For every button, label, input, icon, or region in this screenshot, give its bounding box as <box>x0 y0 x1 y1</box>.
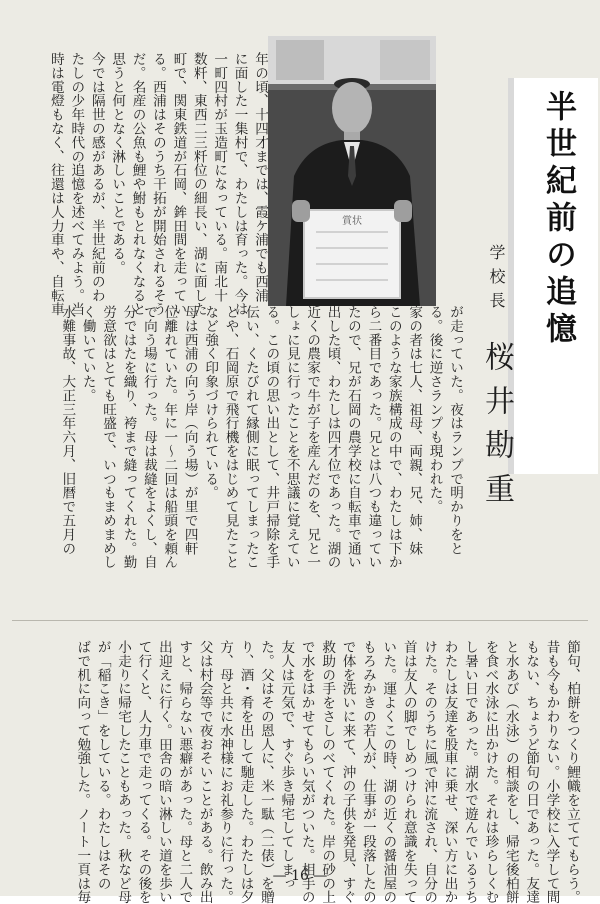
text-line: 水難事故、大正三年六月、旧暦で五月の <box>59 305 76 556</box>
text-line: いた。運よくこの時、湖の近くの醤油屋の <box>380 640 397 904</box>
section-divider <box>12 620 588 621</box>
text-line: 位離れていた。年に一〜二回は船頭を頼ん <box>161 305 178 570</box>
text-line: た。父はその恩人に、米一駄（二俵）を贈 <box>257 640 274 904</box>
author-role: 学校長 <box>487 244 506 316</box>
text-line: を食べ水泳に出かけた。それは珍らしくむ <box>482 640 499 904</box>
text-line: 家の者は七人、祖母、両親、兄、姉、妹 <box>406 305 423 556</box>
text-line: 近くの農家で牛が子を産んだのを、兄と一 <box>304 305 321 570</box>
text-line: 父は村会等で夜おそいことがある。飲み出 <box>196 640 213 904</box>
certificate-heading: 賞状 <box>342 216 362 227</box>
text-line: 小走りに帰宅したこともあった。秋など母 <box>115 640 132 904</box>
text-line: もない、ちょうど節句の日であった。友達 <box>523 640 540 904</box>
text-line: 思うと何となく淋しいことである。 <box>109 52 126 275</box>
text-line: 友人は元気で、すぐ歩き帰宅してしまっ <box>278 640 295 891</box>
text-line: が「稲こき」をしている。わたしはその <box>94 640 111 891</box>
text-column-bottom <box>14 640 582 904</box>
author-name: 桜井勘重 <box>479 341 514 517</box>
text-line: 出迎えに行く。田舎の暗い淋しい道を歩い <box>155 640 172 904</box>
text-line: すと、帰らない悪癖があった。母と二人で <box>176 640 193 904</box>
text-line: 母は西浦の向う岸（向う場）が里で四軒 <box>181 305 198 556</box>
text-line: 節句、柏餅をつくり鯉幟を立ててもらう。 <box>564 640 580 904</box>
text-column-top-right <box>59 305 465 600</box>
text-line: で向う場に行った。母は裁縫をよくし、自 <box>140 305 157 570</box>
text-line: く働いていた。 <box>79 305 96 403</box>
text-line: 伝い、くたびれて縁側に眠ってしまったこ <box>242 305 259 570</box>
text-line: 分ではたを織り、袴まで縫ってくれた。勤 <box>120 305 137 570</box>
author-photo <box>268 36 436 306</box>
text-line: 今では隔世の感があるが、半世紀前のわ <box>88 52 105 303</box>
byline <box>474 244 518 517</box>
text-line: 昔も今もかわりない。小学校に入学して間 <box>543 640 560 904</box>
text-line: て行くと、人力車で走ってくる。その後を <box>135 640 152 904</box>
text-line: たしの少年時代の追憶を述べてみよう。当 <box>68 52 85 317</box>
text-line: 町で、関東鉄道が石岡、鉾田間を走ってい <box>170 52 187 317</box>
title-box <box>508 78 598 474</box>
text-line: たので、兄が石岡の農学校に自転車で通い <box>344 305 361 570</box>
text-line: など強く印象づけられている。 <box>202 305 219 500</box>
text-line: けた。そのうちに風で沖に流され、自分の <box>421 640 438 904</box>
text-line: しょに見に行ったことを不思議に覚えてい <box>283 305 300 570</box>
text-line: このような家族構成の中で、わたしは下か <box>385 305 402 570</box>
text-line: 一町四村が玉造町になっている。南北十 <box>211 52 228 303</box>
portrait-image <box>268 36 436 306</box>
text-line: だ。名産の公魚も鯉や鮒もとれなくなると <box>129 52 146 317</box>
text-line: で体を洗いに来て、沖の子供を発見、すぐ <box>339 640 356 904</box>
text-line: 労意欲はとても旺盛で、いつもまめまめし <box>100 305 117 570</box>
text-line: が走っていた。夜はランプで明かりをと <box>447 305 463 556</box>
text-line: もろみかきの若人が、仕事が一段落したの <box>359 640 376 904</box>
text-line: る。後に逆さランプも現われた。 <box>426 305 443 514</box>
text-line: る。西浦はそのうち干拓が開始されるそう <box>149 52 166 317</box>
text-line: し暑い日であった。湖水で遊んでいるうち <box>461 640 478 904</box>
text-line: 年の頃、十四才までは、霞ケ浦でも西浦 <box>252 52 268 303</box>
text-line: 方、母と共に水神様にお礼参りに行った。 <box>217 640 234 904</box>
text-line: と水あび（水泳）の相談をし、帰宅後柏餅 <box>502 640 519 904</box>
text-line: で水をはかせてもらい気がついた。相手の <box>298 640 315 904</box>
page-number: — 16 — <box>272 868 328 884</box>
article-title: 半世紀前の追憶 <box>540 90 576 349</box>
text-line: ら二番目であった。兄とは八つも違ってい <box>365 305 382 570</box>
text-line: 首は友人の脚でしめつけられ意識を失って <box>400 640 417 904</box>
text-line: 数粁、東西二三粁位の細長い、湖に面した <box>190 52 207 317</box>
text-line: に面した一集村で、わたしは育った。今は <box>231 52 248 317</box>
text-line: ばで机に向って勉強した。ノート一頁は毎 <box>74 640 91 904</box>
text-line: わたしは友達を股車に乗せ、深い方に出か <box>441 640 458 904</box>
text-line: 時は電燈もなく、往還は人力車や、自転車 <box>47 52 64 317</box>
text-line: 出した頃、わたしは四才位であった。湖の <box>324 305 341 570</box>
text-line: る。この頃の思い出として、井戸掃除を手 <box>263 305 280 570</box>
text-line: り、酒・肴を出して馳走した。わたしは夕 <box>237 640 254 904</box>
text-line: 救助の手をさしのべてくれた。岸の砂の上 <box>319 640 336 904</box>
text-line: とや、石岡原で飛行機をはじめて見たこと <box>222 305 239 570</box>
